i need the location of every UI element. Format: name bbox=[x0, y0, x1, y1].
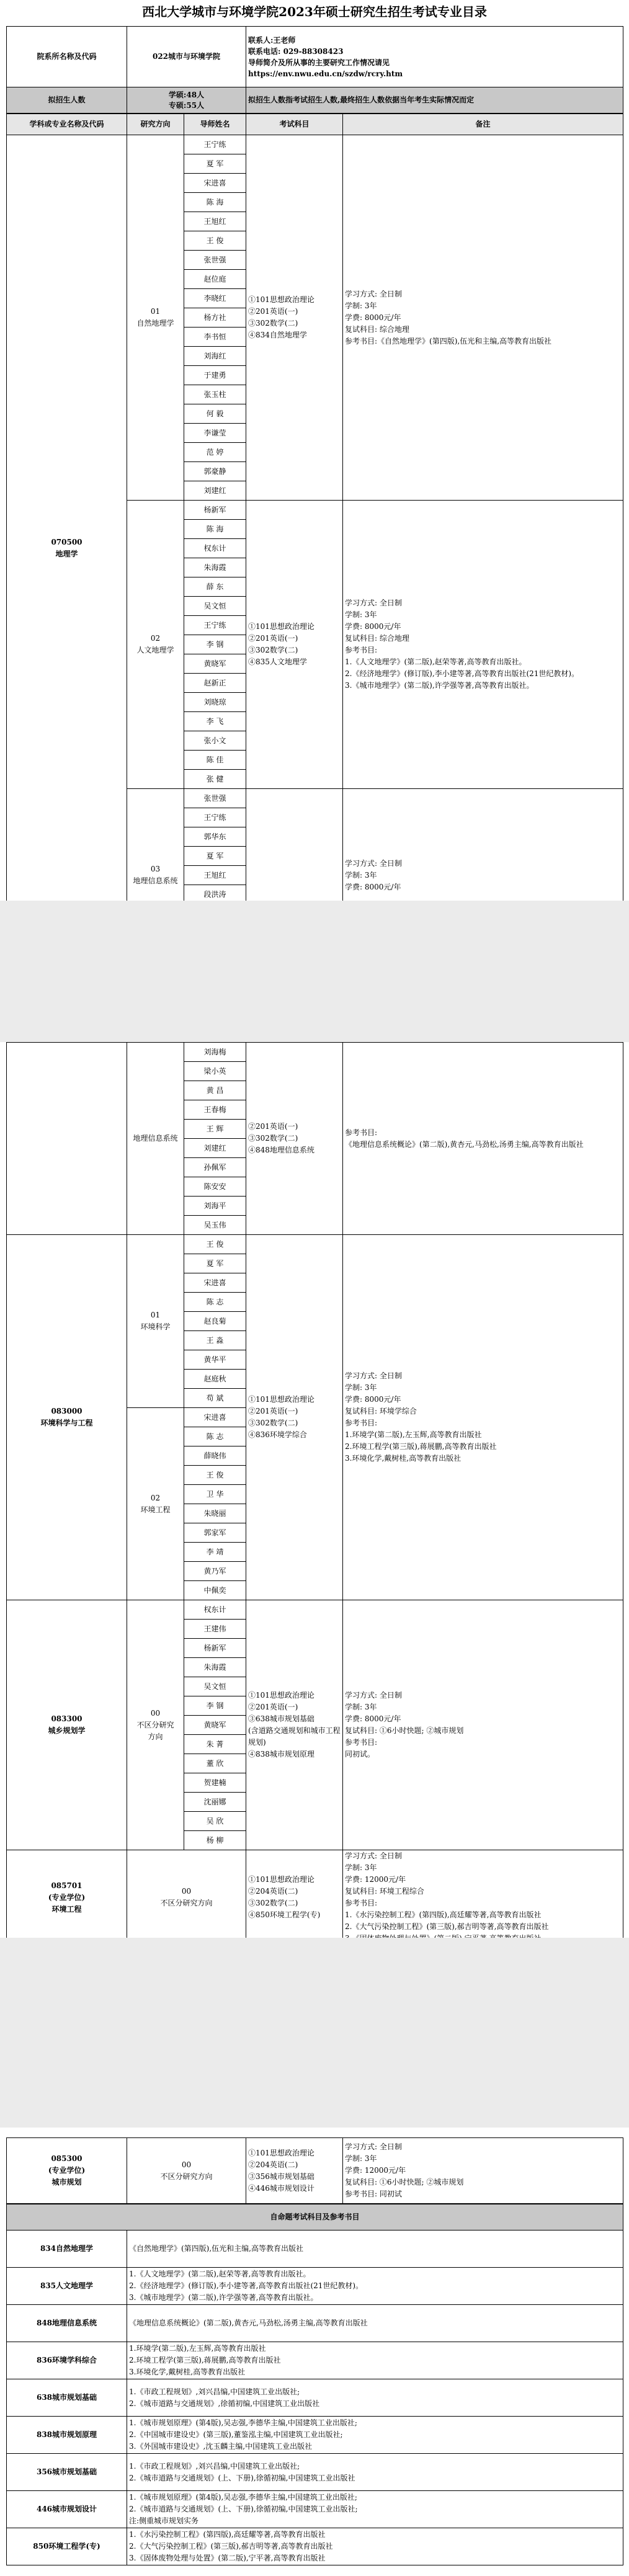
tutor-name: 朱海霞 bbox=[184, 1658, 246, 1677]
tutor-name: 苟 斌 bbox=[184, 1389, 246, 1408]
subjects-083300: ①101思想政治理论 ②201英语(一) ③638城市规划基础 (含道路交通规划和城市工程规划) ④838城市规划原理 bbox=[246, 1600, 343, 1850]
tutor-name: 薛 东 bbox=[184, 577, 246, 597]
tutor-name: 张 健 bbox=[184, 770, 246, 789]
notes-dir-01: 学习方式: 全日制 学制: 3年 学费: 8000元/年 复试科目: 综合地理 参考书目:《自然地理学》(第四版),伍光和主编,高等教育出版社 bbox=[343, 135, 623, 501]
tutor-name: 中佩奕 bbox=[184, 1581, 246, 1600]
tutor-name: 王旭红 bbox=[184, 212, 246, 231]
contact-name: 联系人:王老师 bbox=[248, 35, 296, 45]
tutor-name: 何 毅 bbox=[184, 404, 246, 424]
books-title: 自命题考试科目及参考书目 bbox=[7, 2204, 623, 2231]
tutor-name: 梁小英 bbox=[184, 1062, 246, 1081]
tutor-name: 夏 军 bbox=[184, 1254, 246, 1273]
tutor-name: 王 淼 bbox=[184, 1331, 246, 1350]
book-references: 1.《水污染控制工程》(第四版),高廷耀等著,高等教育出版社 2.《大气污染控制工程》(第三版),郝吉明等著,高等教育出版社 3.《固体废物处理与处置》(第二版),宁平著,高等教育出版社 bbox=[127, 2528, 623, 2565]
college-name: 022城市与环境学院 bbox=[127, 27, 246, 87]
tutor-name: 王宁练 bbox=[184, 808, 246, 827]
notes-dir-03-cont: 参考书目: 《地理信息系统概论》(第二版),黄杏元,马劲松,汤勇主编,高等教育出版社 bbox=[343, 1043, 623, 1235]
tutor-name: 黄晓军 bbox=[184, 1716, 246, 1735]
tutor-name: 刘海红 bbox=[184, 347, 246, 366]
tutor-name: 吴 欣 bbox=[184, 1812, 246, 1831]
tutor-name: 吴玉伟 bbox=[184, 1216, 246, 1235]
quota-label: 拟招生人数 bbox=[7, 87, 127, 114]
direction-01-env-science: 01 环境科学 bbox=[127, 1235, 184, 1408]
tutor-name: 王宁练 bbox=[184, 135, 246, 154]
tutor-name: 张小文 bbox=[184, 731, 246, 751]
direction-00-085701: 00 不区分研究方向 bbox=[127, 1850, 246, 1945]
tutor-name: 赵庭秋 bbox=[184, 1370, 246, 1389]
book-subject-code: 848地理信息系统 bbox=[7, 2305, 127, 2342]
tutor-name: 王建伟 bbox=[184, 1620, 246, 1639]
notes-085300: 学习方式: 全日制 学制: 3年 学费: 12000元/年 复试科目: ①6小时快题; ②城市规划 参考书目: 同初试 bbox=[343, 2138, 623, 2204]
subjects-085300: ①101思想政治理论 ②204英语(二) ③356城市规划基础 ④446城市规划设计 bbox=[246, 2138, 343, 2204]
tutor-name: 宋进喜 bbox=[184, 174, 246, 193]
book-references: 《地理信息系统概论》(第二版),黄杏元,马劲松,汤勇主编,高等教育出版社 bbox=[127, 2305, 623, 2342]
quota-note: 拟招生人数指考试招生人数,最终招生人数依据当年考生实际情况而定 bbox=[246, 87, 623, 114]
tutor-name: 权东计 bbox=[184, 1600, 246, 1620]
tutor-name: 陈 志 bbox=[184, 1293, 246, 1312]
subjects-dir-02: ①101思想政治理论 ②201英语(一) ③302数学(二) ④835人文地理学 bbox=[246, 501, 343, 789]
tutor-name: 张世强 bbox=[184, 789, 246, 808]
direction-00-planning: 00 不区分研究 方向 bbox=[127, 1600, 184, 1850]
contact-phone: 联系电话: 029-88308423 bbox=[248, 47, 344, 56]
tutor-name: 薛晓伟 bbox=[184, 1446, 246, 1466]
direction-03-gis: 03 地理信息系统 bbox=[127, 789, 184, 962]
major-row bbox=[7, 1850, 623, 1945]
tutor-name: 于建勇 bbox=[184, 366, 246, 385]
tutor-name: 刘晓琼 bbox=[184, 693, 246, 712]
contact-web-label: 导师简介及所从事的主要研究工作情况请见 bbox=[248, 58, 390, 67]
book-references: 1.《人文地理学》(第二版),赵荣等著,高等教育出版社。 2.《经济地理学》(修订版),李小建等著,高等教育出版社(21世纪教材)。 3.《城市地理学》(第二版),许学强等著,高等教育出版社。 bbox=[127, 2268, 623, 2305]
tutor-name: 孙佩军 bbox=[184, 1158, 246, 1177]
tutor-name: 赵良菊 bbox=[184, 1312, 246, 1331]
catalog-table-1 bbox=[6, 114, 623, 962]
tutor-row bbox=[7, 1600, 623, 1620]
subjects-dir-01: ①101思想政治理论 ②201英语(一) ③302数学(二) ④834自然地理学 bbox=[246, 135, 343, 501]
book-row bbox=[7, 2268, 623, 2305]
tutor-name: 段洪涛 bbox=[184, 885, 246, 904]
tutor-name: 郭豪静 bbox=[184, 462, 246, 481]
tutor-name: 李 钢 bbox=[184, 1696, 246, 1716]
notes-083300: 学习方式: 全日制 学制: 3年 学费: 8000元/年 复试科目: ①6小时快题; ②城市规划 参考书目: 同初试。 bbox=[343, 1600, 623, 1850]
tutor-row bbox=[7, 1043, 623, 1062]
major-070500: 070500 地理学 bbox=[7, 135, 127, 962]
page-2 bbox=[0, 1042, 629, 1938]
tutor-name: 郭家军 bbox=[184, 1523, 246, 1543]
major-083300: 083300 城乡规划学 bbox=[7, 1600, 127, 1850]
tutor-name: 权东计 bbox=[184, 539, 246, 558]
notes-dir-03: 学习方式: 全日制 学制: 3年 学费: 8000元/年 bbox=[343, 789, 623, 962]
book-row bbox=[7, 2528, 623, 2565]
tutor-name: 贺建楠 bbox=[184, 1773, 246, 1793]
book-subject-code: 838城市规划原理 bbox=[7, 2417, 127, 2454]
direction-03-gis-cont: 地理信息系统 bbox=[127, 1043, 184, 1235]
tutor-row bbox=[7, 1235, 623, 1254]
tutor-name: 陈 志 bbox=[184, 1427, 246, 1446]
book-subject-code: 638城市规划基础 bbox=[7, 2379, 127, 2417]
tutor-name: 郭华东 bbox=[184, 827, 246, 847]
tutor-name: 李 钢 bbox=[184, 635, 246, 654]
col-subjects: 考试科目 bbox=[246, 114, 343, 135]
book-row bbox=[7, 2342, 623, 2379]
tutor-name: 杨新军 bbox=[184, 1639, 246, 1658]
tutor-name: 宋进喜 bbox=[184, 1408, 246, 1427]
tutor-name: 朱海霞 bbox=[184, 558, 246, 577]
tutor-name: 赵新正 bbox=[184, 674, 246, 693]
tutor-name: 陈 佳 bbox=[184, 751, 246, 770]
col-direction: 研究方向 bbox=[127, 114, 184, 135]
tutor-name: 杨新军 bbox=[184, 501, 246, 520]
tutor-name: 吴文恒 bbox=[184, 597, 246, 616]
tutor-name: 李 飞 bbox=[184, 712, 246, 731]
subjects-dir-03-cont: ②201英语(一) ③302数学(二) ④848地理信息系统 bbox=[246, 1043, 343, 1235]
book-subject-code: 834自然地理学 bbox=[7, 2231, 127, 2268]
col-tutor: 导师姓名 bbox=[184, 114, 246, 135]
book-references: 1.《城市规划原理》(第4版),吴志强,李德华主编,中国建筑工业出版社; 2.《中国城市建设史》(第三版),董鉴泓主编,中国建筑工业出版社; 3.《外国城市建设史》,沈玉麟主编,中国建筑工业出版社 bbox=[127, 2417, 623, 2454]
book-subject-code: 850环境工程学(专) bbox=[7, 2528, 127, 2565]
tutor-name: 赵位庭 bbox=[184, 270, 246, 289]
tutor-name: 陈 海 bbox=[184, 520, 246, 539]
book-row bbox=[7, 2231, 623, 2268]
page-gap bbox=[0, 1938, 629, 2128]
book-row bbox=[7, 2305, 623, 2342]
direction-02-human: 02 人文地理学 bbox=[127, 501, 184, 789]
quota-values bbox=[127, 87, 246, 114]
major-085300: 085300 (专业学位) 城市规划 bbox=[7, 2138, 127, 2204]
tutor-name: 夏 军 bbox=[184, 154, 246, 174]
tutor-name: 黄晓军 bbox=[184, 654, 246, 674]
document-title: 西北大学城市与环境学院2023年硕士研究生招生考试专业目录 bbox=[142, 4, 487, 19]
tutor-name: 吴文恒 bbox=[184, 1677, 246, 1696]
page-1 bbox=[0, 0, 629, 901]
tutor-name: 宋进喜 bbox=[184, 1273, 246, 1293]
tutor-name: 卫 华 bbox=[184, 1485, 246, 1504]
tutor-name: 朱 菁 bbox=[184, 1735, 246, 1754]
direction-01-natural: 01 自然地理学 bbox=[127, 135, 184, 501]
tutor-name: 夏 军 bbox=[184, 847, 246, 866]
header-table bbox=[6, 26, 623, 114]
tutor-name: 王 俊 bbox=[184, 1466, 246, 1485]
direction-02-env-engineering: 02 环境工程 bbox=[127, 1408, 184, 1600]
book-subject-code: 835人文地理学 bbox=[7, 2268, 127, 2305]
book-subject-code: 836环境学科综合 bbox=[7, 2342, 127, 2379]
tutor-name: 刘海平 bbox=[184, 1197, 246, 1216]
tutor-name: 范 婷 bbox=[184, 443, 246, 462]
contact-url[interactable]: https://env.nwu.edu.cn/szdw/rcry.htm bbox=[248, 69, 403, 78]
catalog-table-3 bbox=[6, 2137, 623, 2204]
tutor-row bbox=[7, 135, 623, 154]
book-row bbox=[7, 2454, 623, 2491]
tutor-name: 陈 海 bbox=[184, 193, 246, 212]
book-row bbox=[7, 2491, 623, 2528]
notes-085701: 学习方式: 全日制 学制: 3年 学费: 12000元/年 复试科目: 环境工程综合 参考书目: 1.《水污染控制工程》(第四版),高廷耀等著,高等教育出版社 2.《大气污染控制工程》(第三版),郝吉明等著,高等教育出版社 bbox=[343, 1850, 623, 1945]
tutor-name: 董 欣 bbox=[184, 1754, 246, 1773]
tutor-name: 王宁练 bbox=[184, 616, 246, 635]
tutor-name: 张世强 bbox=[184, 251, 246, 270]
col-major: 学科或专业名称及代码 bbox=[7, 114, 127, 135]
tutor-name: 张玉柱 bbox=[184, 385, 246, 404]
tutor-name: 陈安安 bbox=[184, 1177, 246, 1197]
book-row bbox=[7, 2417, 623, 2454]
book-subject-code: 446城市规划设计 bbox=[7, 2491, 127, 2528]
tutor-name: 李晓红 bbox=[184, 289, 246, 308]
book-references: 《自然地理学》(第四版),伍光和主编,高等教育出版社 bbox=[127, 2231, 623, 2268]
books-table bbox=[6, 2204, 623, 2565]
page-gap bbox=[0, 901, 629, 1042]
direction-085300: 00 不区分研究方向 bbox=[127, 2138, 246, 2204]
major-085701: 085701 (专业学位) 环境工程 bbox=[7, 1850, 127, 1945]
subjects-083000: ①101思想政治理论 ②201英语(一) ③302数学(二) ④836环境学综合 bbox=[246, 1235, 343, 1600]
notes-dir-02: 学习方式: 全日制 学制: 3年 学费: 8000元/年 复试科目: 综合地理 参考书目: 1.《人文地理学》(第二版),赵荣等著,高等教育出版社。 2.《经济地理学》(修订版),李小建等著,高等教育出版社(21世纪教材)。 3.《城市地理学》(第二版),许学强等著,高等教育出版社。 bbox=[343, 501, 623, 789]
tutor-name: 王旭红 bbox=[184, 866, 246, 885]
book-subject-code: 356城市规划基础 bbox=[7, 2454, 127, 2491]
tutor-name: 杨方社 bbox=[184, 308, 246, 328]
tutor-name: 王 辉 bbox=[184, 1120, 246, 1139]
major-083000: 083000 环境科学与工程 bbox=[7, 1235, 127, 1600]
page-3 bbox=[0, 2128, 629, 2576]
subjects-085701: ①101思想政治理论 ②204英语(二) ③302数学(二) ④850环境工程学(专) bbox=[246, 1850, 343, 1945]
quota-zhuanshuo: 专硕:55人 bbox=[168, 100, 205, 110]
tutor-name: 王 俊 bbox=[184, 1235, 246, 1254]
book-references: 1.环境学(第二版),左玉辉,高等教育出版社 2.环境工程学(第三版),蒋展鹏,高等教育出版社 3.环境化学,戴树桂,高等教育出版社 bbox=[127, 2342, 623, 2379]
tutor-name: 李书恒 bbox=[184, 328, 246, 347]
major-070500-cont bbox=[7, 1043, 127, 1235]
contact-info bbox=[246, 27, 623, 87]
tutor-name: 黄 昌 bbox=[184, 1081, 246, 1100]
tutor-name: 王春梅 bbox=[184, 1100, 246, 1120]
tutor-name: 杨 柳 bbox=[184, 1831, 246, 1850]
quota-xueshuo: 学硕:48人 bbox=[168, 90, 205, 99]
notes-083000: 学习方式: 全日制 学制: 3年 学费: 8000元/年 复试科目: 环境学综合 参考书目: 1.环境学(第二版),左玉辉,高等教育出版社 2.环境工程学(第三版),蒋展鹏,高等教育出版社 3.环境化学,戴树桂,高等教育出版社 bbox=[343, 1235, 623, 1600]
tutor-name: 沈丽娜 bbox=[184, 1793, 246, 1812]
tutor-name: 朱晓丽 bbox=[184, 1504, 246, 1523]
tutor-name: 王 俊 bbox=[184, 231, 246, 251]
college-label: 院系所名称及代码 bbox=[7, 27, 127, 87]
tutor-name: 李谦莹 bbox=[184, 424, 246, 443]
tutor-name: 黄华平 bbox=[184, 1350, 246, 1370]
tutor-name: 刘建红 bbox=[184, 1139, 246, 1158]
tutor-name: 李 靖 bbox=[184, 1543, 246, 1562]
tutor-name: 黄乃军 bbox=[184, 1562, 246, 1581]
book-references: 1.《市政工程规划》,刘兴昌编,中国建筑工业出版社; 2.《城市道路与交通规划》(上、下册),徐循初编,中国建筑工业出版社 bbox=[127, 2454, 623, 2491]
col-notes: 备注 bbox=[343, 114, 623, 135]
catalog-table-2 bbox=[6, 1042, 623, 1945]
tutor-name: 刘建红 bbox=[184, 481, 246, 501]
book-references: 1.《市政工程规划》,刘兴昌编,中国建筑工业出版社; 2.《城市道路与交通规划》,徐循初编,中国建筑工业出版社 bbox=[127, 2379, 623, 2417]
book-row bbox=[7, 2379, 623, 2417]
tutor-name: 刘海梅 bbox=[184, 1043, 246, 1062]
book-references: 1.《城市规划原理》(第4版),吴志强,李德华主编,中国建筑工业出版社; 2.《城市道路与交通规划》(上、下册),徐循初编,中国建筑工业出版社; 注:侧重城市规划实务 bbox=[127, 2491, 623, 2528]
